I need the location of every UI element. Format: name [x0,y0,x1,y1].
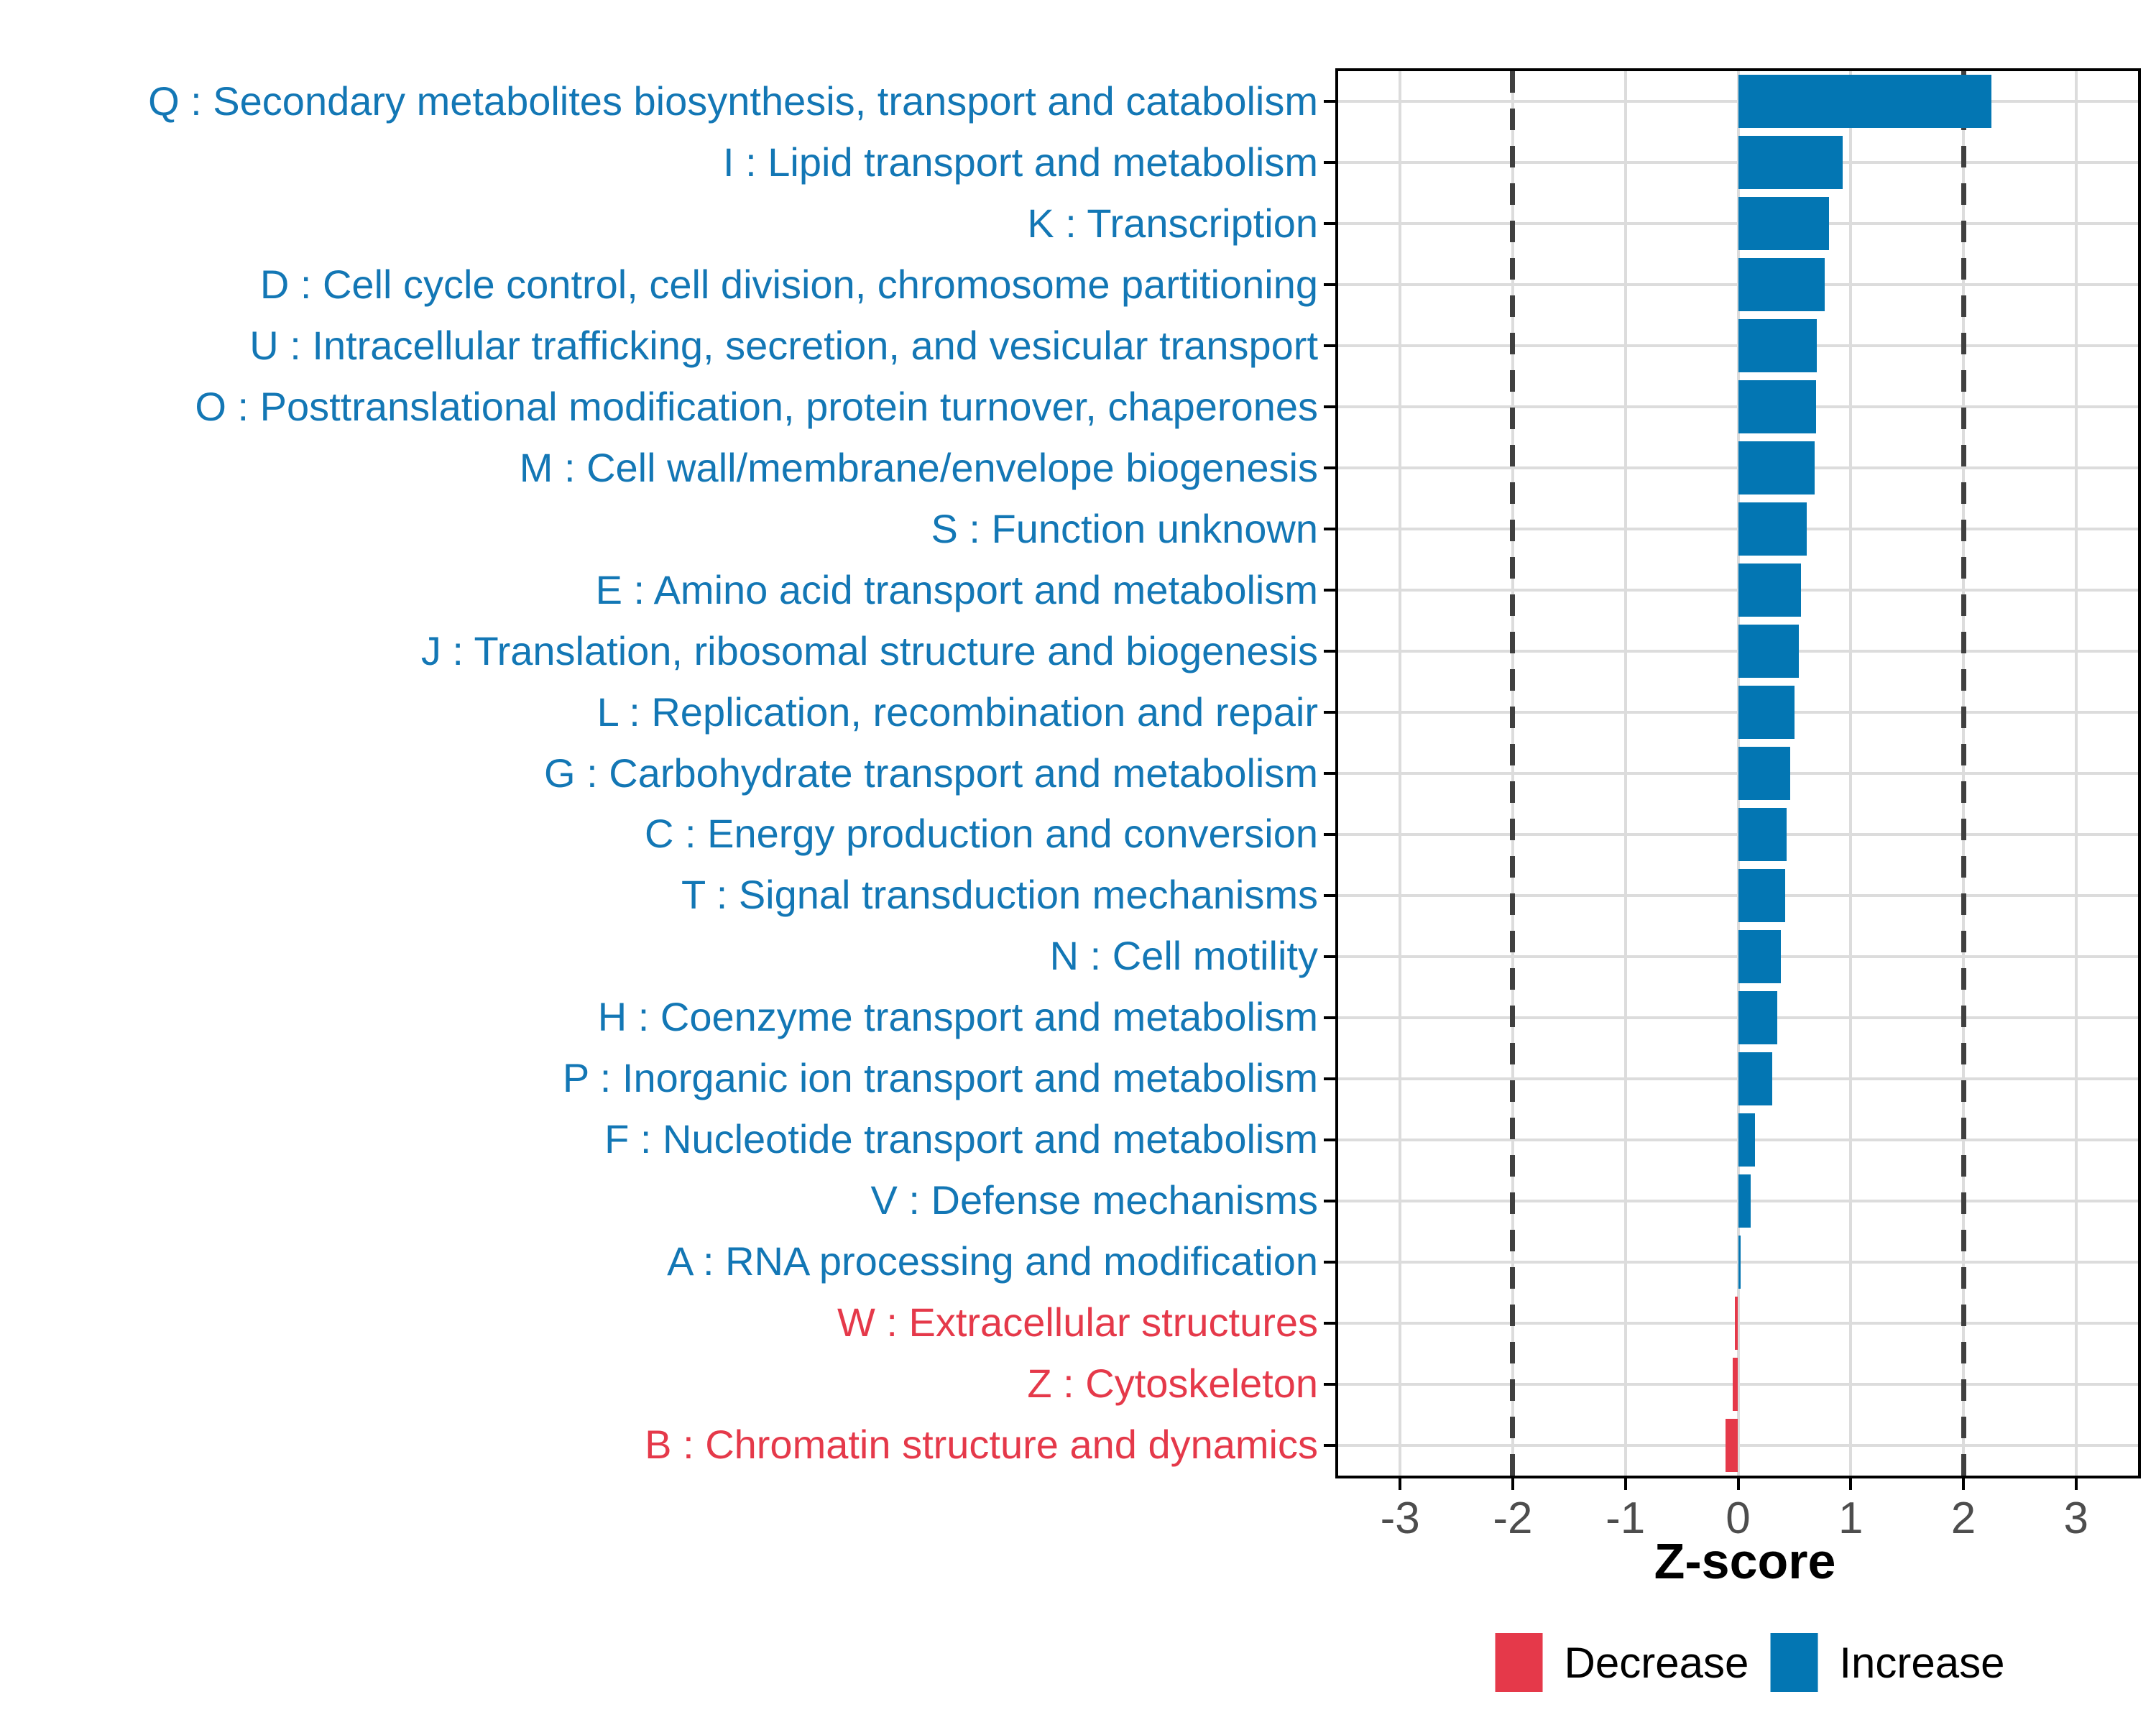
bar [1738,991,1778,1044]
y-axis-tick [1324,833,1335,836]
y-axis-label: Z : Cytoskeleton [1027,1361,1318,1407]
x-axis-tick [1962,1478,1965,1490]
y-axis-label: O : Posttranslational modification, protein turnover, chaperones [195,383,1318,429]
bar [1738,258,1825,311]
y-axis-label: B : Chromatin structure and dynamics [645,1422,1318,1468]
y-axis-tick [1324,222,1335,225]
y-axis-label: F : Nucleotide transport and metabolism [604,1116,1318,1162]
x-axis-tick [1399,1478,1401,1490]
bar [1738,747,1790,800]
legend-item-decrease [1496,1633,1749,1692]
bar [1738,1052,1772,1105]
bar [1738,1236,1741,1289]
x-axis-title: Z-score [1654,1533,1836,1589]
y-axis-label: A : RNA processing and modification [667,1238,1318,1284]
x-axis-tick [1624,1478,1627,1490]
bar [1738,380,1816,433]
x-axis-tick-label: -3 [1380,1494,1420,1543]
y-axis-label: T : Signal transduction mechanisms [681,872,1318,918]
legend-label-increase: Increase [1839,1638,2005,1687]
y-axis-tick [1324,1077,1335,1080]
y-axis-label: I : Lipid transport and metabolism [723,139,1318,185]
x-axis-tick [2075,1478,2078,1490]
bar [1738,686,1795,739]
y-axis-tick [1324,772,1335,775]
increase-swatch-icon [1770,1633,1818,1692]
threshold-line [1510,71,1515,1476]
bar [1726,1419,1738,1472]
y-axis-label: C : Energy production and conversion [645,811,1318,857]
threshold-line [1961,71,1966,1476]
bar [1738,564,1802,617]
y-axis-tick [1324,1200,1335,1202]
y-axis-label: E : Amino acid transport and metabolism [595,566,1318,612]
x-axis-tick-label: -1 [1606,1494,1646,1543]
y-axis-label: V : Defense mechanisms [870,1177,1318,1223]
y-axis-label: D : Cell cycle control, cell division, chromosome partitioning [259,261,1318,307]
bar [1738,136,1843,189]
bar [1738,808,1787,861]
x-axis-tick [1511,1478,1514,1490]
legend-label-decrease: Decrease [1564,1638,1749,1687]
y-axis-tick [1324,1383,1335,1386]
x-axis-tick-label: 3 [2063,1494,2089,1543]
y-axis-label: N : Cell motility [1049,933,1318,979]
x-axis-tick-label: 0 [1726,1494,1751,1543]
y-axis-label: P : Inorganic ion transport and metabolism [562,1055,1318,1101]
bar [1738,441,1815,494]
decrease-swatch-icon [1496,1633,1543,1692]
y-axis-tick [1324,1444,1335,1447]
y-axis-label: S : Function unknown [931,505,1318,551]
y-axis-tick [1324,1138,1335,1141]
bar [1738,197,1830,250]
bar [1733,1358,1738,1411]
y-axis-label: M : Cell wall/membrane/envelope biogenesis [519,444,1318,490]
plot-panel [1335,68,2141,1478]
y-axis-tick [1324,528,1335,530]
y-axis-tick [1324,589,1335,592]
y-axis-tick [1324,344,1335,347]
y-axis-tick [1324,1261,1335,1264]
legend-item-increase [1770,1633,2004,1692]
y-axis-label: G : Carbohydrate transport and metabolism [544,750,1318,796]
bar [1738,625,1800,678]
y-axis-tick [1324,955,1335,958]
y-axis-tick [1324,1322,1335,1325]
y-axis-tick [1324,894,1335,897]
bar [1738,869,1786,922]
y-axis-label: H : Coenzyme transport and metabolism [597,994,1318,1040]
y-axis-label: L : Replication, recombination and repair [596,689,1318,735]
bar [1738,75,1992,128]
gridline-v [2075,71,2078,1476]
y-axis-label: K : Transcription [1027,200,1318,246]
y-axis-tick [1324,466,1335,469]
gridline-v [1399,71,1401,1476]
x-axis-tick-label: 2 [1950,1494,1976,1543]
y-axis-label: Q : Secondary metabolites biosynthesis, transport and catabolism [148,78,1318,124]
bar [1738,319,1818,372]
y-axis-tick [1324,711,1335,714]
y-axis-tick [1324,283,1335,286]
y-axis-tick [1324,100,1335,103]
x-axis-tick-label: 1 [1838,1494,1864,1543]
x-axis-tick-label: -2 [1493,1494,1533,1543]
y-axis-label: W : Extracellular structures [837,1300,1318,1346]
bar [1735,1297,1738,1350]
gridline-v [1849,71,1852,1476]
y-axis-tick [1324,650,1335,653]
x-axis-tick [1737,1478,1740,1490]
legend [1496,1633,2005,1692]
y-axis-tick [1324,405,1335,408]
y-axis-tick [1324,161,1335,164]
bar [1738,502,1807,556]
bar [1738,1113,1756,1167]
bar [1738,1174,1751,1228]
x-axis-tick [1849,1478,1852,1490]
y-axis-label: J : Translation, ribosomal structure and biogenesis [420,627,1318,673]
bar [1738,930,1782,983]
gridline-v [1624,71,1627,1476]
y-axis-label: U : Intracellular trafficking, secretion, and vesicular transport [249,322,1318,368]
y-axis-tick [1324,1016,1335,1019]
